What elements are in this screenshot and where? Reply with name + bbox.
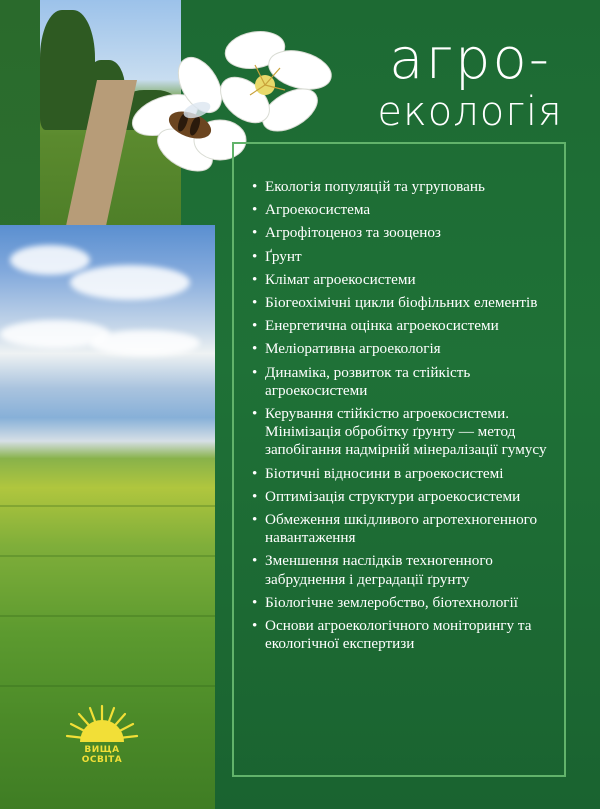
contents-item: • Керування стійкістю агроекосистеми. Мінімізація обробітку ґрунту — метод запобігання надмірній мінералізації гумусу	[252, 405, 570, 460]
contents-item: • Обмеження шкідливого агротехногенного навантаження	[252, 511, 570, 547]
contents-list	[252, 178, 570, 658]
contents-item: • Біотичні відносини в агроекосистемі	[252, 465, 570, 483]
contents-item: • Агроекосистема	[252, 201, 570, 219]
contents-item: • Зменшення наслідків техногенного забруднення і деградації ґрунту	[252, 552, 570, 588]
contents-item: • Динаміка, розвиток та стійкість агроекосистеми	[252, 364, 570, 400]
cloud-shape	[90, 330, 200, 356]
contents-item: • Енергетична оцінка агроекосистеми	[252, 317, 570, 335]
grass-stripe	[0, 685, 215, 687]
contents-item: • Основи агроекологічного моніторингу та екологічної експертизи	[252, 617, 570, 653]
contents-item: • Екологія популяцій та угруповань	[252, 178, 570, 196]
contents-item: • Клімат агроекосистеми	[252, 271, 570, 289]
contents-item: • Ґрунт	[252, 248, 570, 266]
contents-item: • Меліоративна агроекологія	[252, 340, 570, 358]
contents-item: • Біологічне землеробство, біотехнології	[252, 594, 570, 612]
title-line-2: екологія	[377, 89, 563, 135]
grass-stripe	[0, 555, 215, 557]
cloud-shape	[10, 245, 90, 275]
title-line-1: агро-	[389, 27, 551, 92]
cloud-shape	[70, 265, 190, 300]
contents-item: • Біогеохімічні цикли біофільних елементів	[252, 294, 570, 312]
grass-stripe	[0, 505, 215, 507]
contents-item: • Агрофітоценоз та зооценоз	[252, 224, 570, 242]
book-title	[360, 27, 580, 135]
publisher-name: ВИЩА ОСВІТА	[81, 745, 123, 765]
contents-item: • Оптимізація структури агроекосистеми	[252, 488, 570, 506]
grass-stripe	[0, 615, 215, 617]
